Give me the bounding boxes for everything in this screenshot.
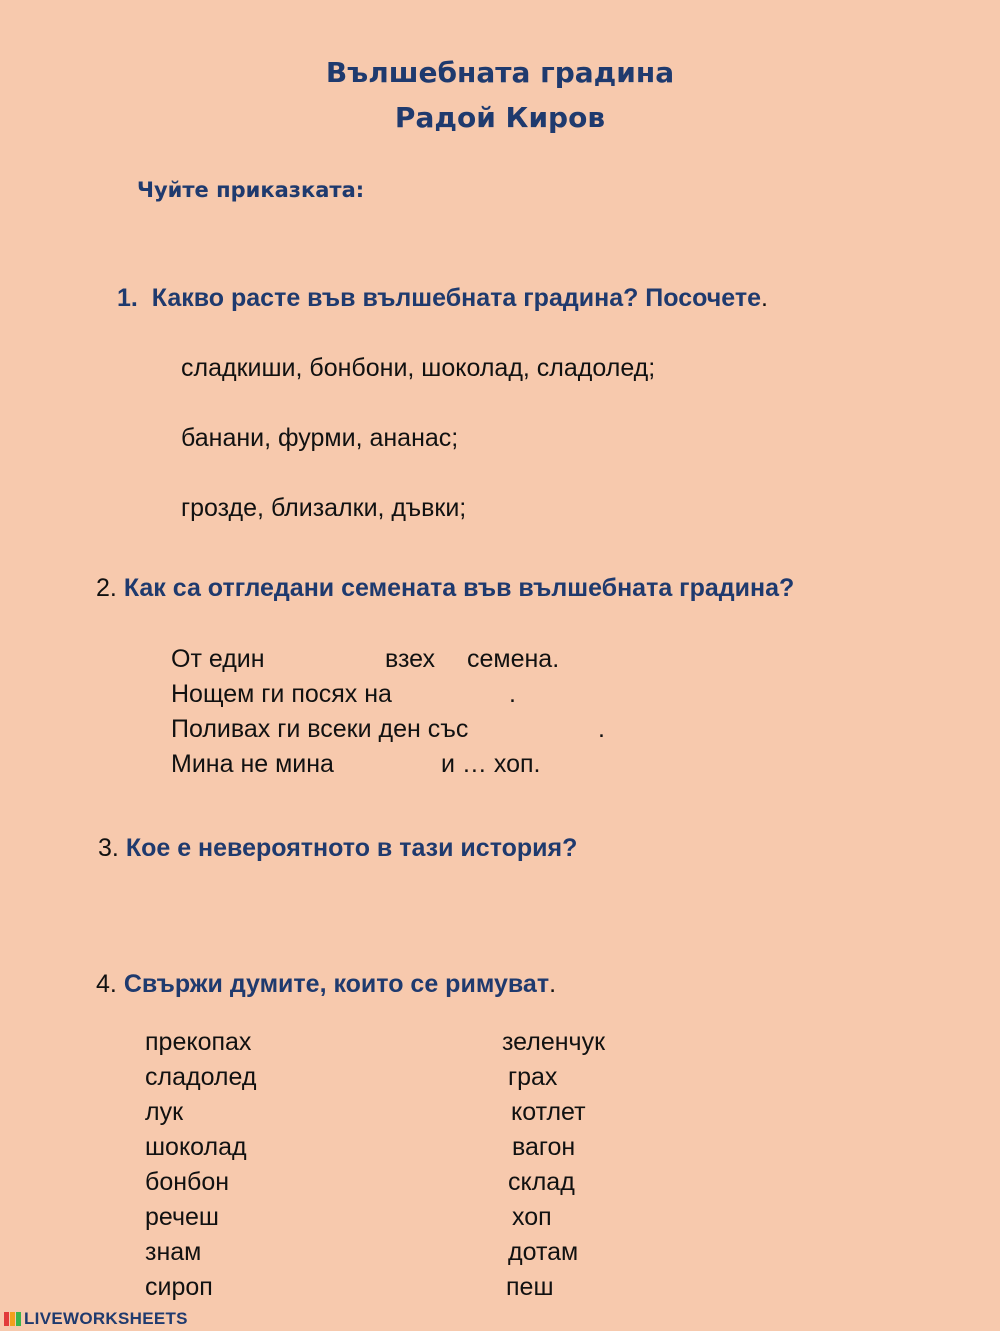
fill-line-1-part-3: семена. xyxy=(467,645,560,673)
fill-line-4-part-1: Мина не мина xyxy=(171,750,334,778)
fill-line-1-part-1: От един xyxy=(171,645,265,673)
rhyme-left-word[interactable]: шоколад xyxy=(145,1133,247,1161)
fill-line-3-part-1: Поливах ги всеки ден със xyxy=(171,715,469,743)
answer-option-2[interactable]: банани, фурми, ананас; xyxy=(181,424,459,452)
fill-line-3-part-2: . xyxy=(598,715,605,743)
rhyme-right-word[interactable]: хоп xyxy=(512,1203,552,1231)
rhyme-right-word[interactable]: склад xyxy=(508,1168,575,1196)
question-4 xyxy=(96,970,556,999)
rhyme-right-word[interactable]: дотам xyxy=(508,1238,579,1266)
liveworksheets-logo-icon xyxy=(4,1312,21,1326)
page-title: Вълшебната градина xyxy=(325,56,675,89)
instruction: Чуйте приказката: xyxy=(137,178,365,202)
liveworksheets-watermark xyxy=(4,1309,188,1329)
watermark-text: LIVEWORKSHEETS xyxy=(24,1309,188,1328)
question-2 xyxy=(96,574,794,603)
question-4-number: 4. xyxy=(96,970,117,998)
question-3-number: 3. xyxy=(98,834,119,862)
fill-line-2-part-2: . xyxy=(509,680,516,708)
question-4-tail: . xyxy=(549,970,557,998)
rhyme-left-word[interactable]: бонбон xyxy=(145,1168,230,1196)
question-1-number: 1. xyxy=(117,284,138,312)
rhyme-left-word[interactable]: речеш xyxy=(145,1203,219,1231)
rhyme-right-word[interactable]: зеленчук xyxy=(502,1028,606,1056)
page-author: Радой Киров xyxy=(394,101,606,134)
question-3 xyxy=(98,834,577,863)
rhyme-right-word[interactable]: вагон xyxy=(512,1133,576,1161)
rhyme-right-word[interactable]: пеш xyxy=(506,1273,554,1301)
rhyme-left-word[interactable]: лук xyxy=(145,1098,184,1126)
question-1-tail: . xyxy=(761,284,768,312)
fill-line-4-part-2: и … хоп. xyxy=(441,750,541,778)
fill-line-1-part-2: взех xyxy=(385,645,436,673)
question-4-text: Свържи думите, които се римуват xyxy=(123,970,550,998)
question-3-text: Кое е невероятното в тази история? xyxy=(125,834,578,862)
rhyme-left-word[interactable]: знам xyxy=(145,1238,202,1266)
answer-option-3[interactable]: грозде, близалки, дъвки; xyxy=(181,494,467,522)
rhyme-left-word[interactable]: сладолед xyxy=(145,1063,257,1091)
fill-line-2-part-1: Нощем ги посях на xyxy=(171,680,392,708)
question-1-text: Какво расте във вълшебната градина? Посочете xyxy=(151,284,762,312)
answer-option-1[interactable]: сладкиши, бонбони, шоколад, сладолед; xyxy=(181,354,656,382)
rhyme-right-word[interactable]: котлет xyxy=(511,1098,586,1126)
question-1 xyxy=(117,284,768,313)
rhyme-right-word[interactable]: грах xyxy=(508,1063,558,1091)
question-2-text: Как са отгледани семената във вълшебната градина? xyxy=(123,574,795,602)
question-2-number: 2. xyxy=(96,574,117,602)
rhyme-left-word[interactable]: сироп xyxy=(145,1273,213,1301)
rhyme-left-word[interactable]: прекопах xyxy=(145,1028,252,1056)
